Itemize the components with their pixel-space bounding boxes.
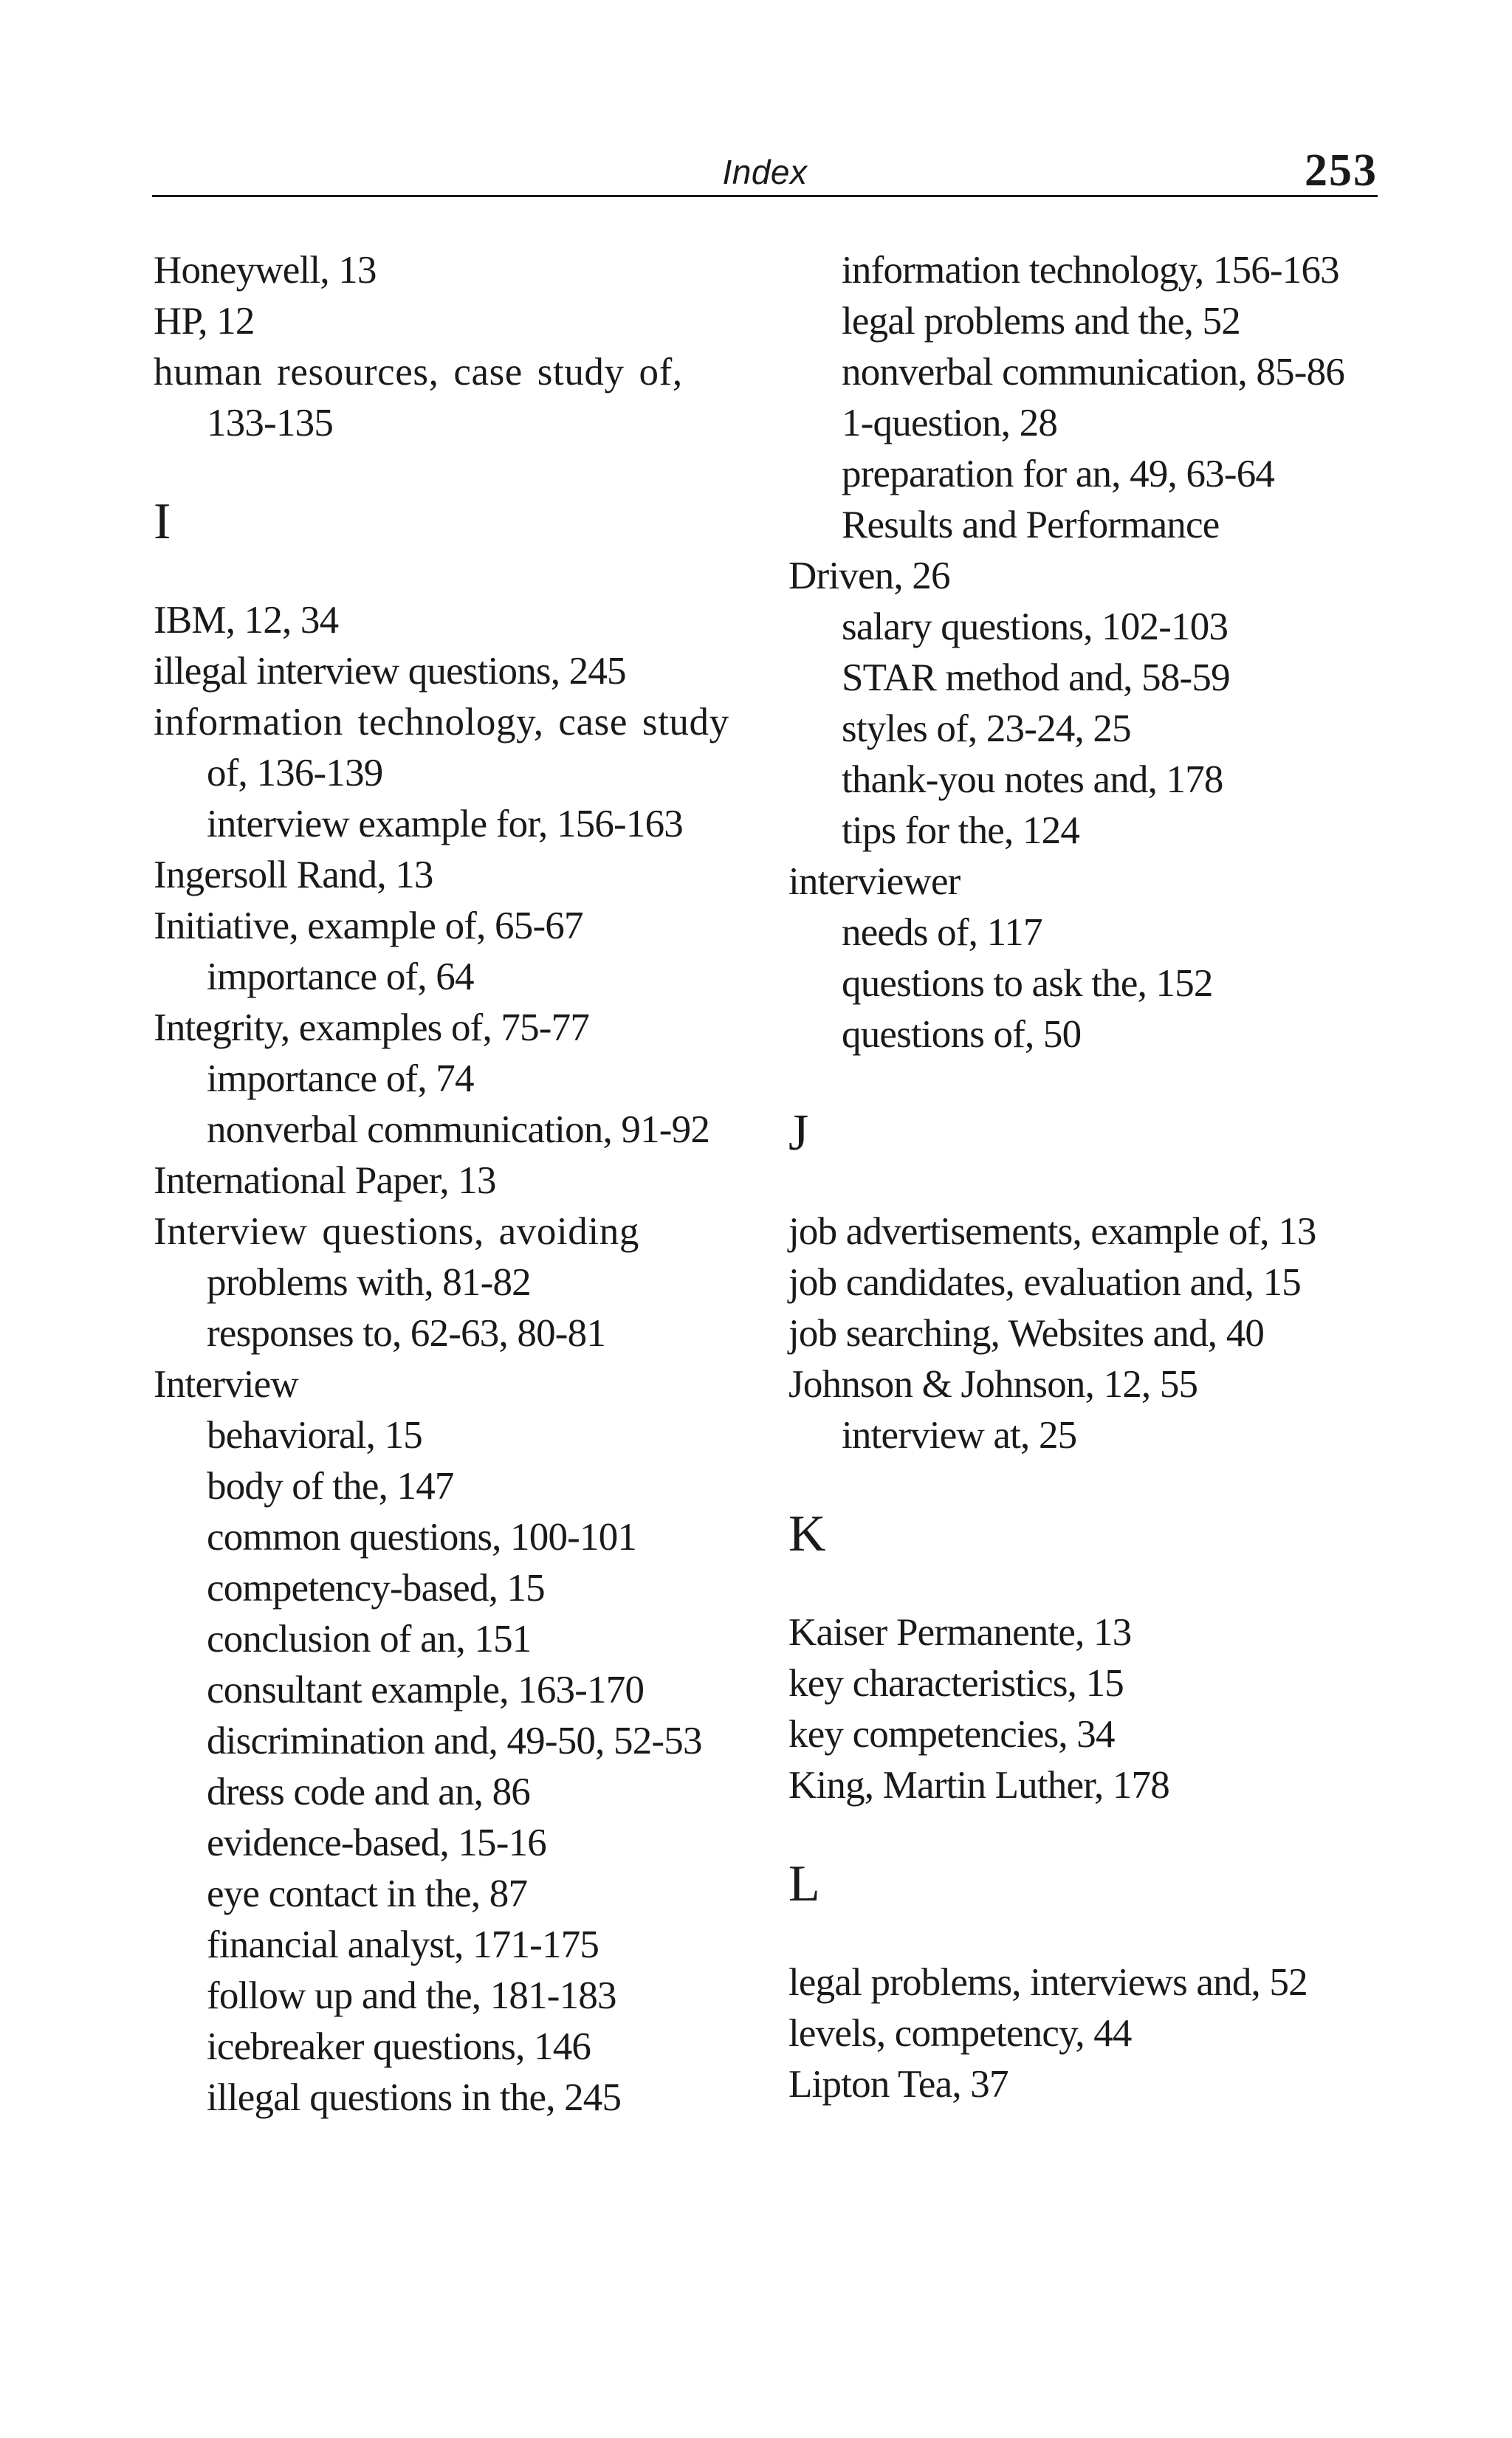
index-subentry: discrimination and, 49-50, 52-53 xyxy=(207,1720,702,1762)
index-subentry: 1-question, 28 xyxy=(842,402,1058,444)
index-entry: Ingersoll Rand, 13 xyxy=(154,854,433,896)
index-subentry: thank-you notes and, 178 xyxy=(842,758,1223,801)
index-subentry: responses to, 62-63, 80-81 xyxy=(207,1312,606,1355)
index-column-left xyxy=(154,245,759,2123)
index-subentry: questions to ask the, 152 xyxy=(842,962,1213,1005)
index-subentry: competency-based, 15 xyxy=(207,1567,545,1610)
index-entry: Honeywell, 13 xyxy=(154,249,377,292)
index-subentry: STAR method and, 58-59 xyxy=(842,656,1230,699)
index-subentry: preparation for an, 49, 63-64 xyxy=(842,453,1275,495)
page-number: 253 xyxy=(1305,145,1378,196)
letter-heading-k: K xyxy=(788,1505,826,1562)
index-subentry: illegal questions in the, 245 xyxy=(207,2076,622,2119)
index-entry: Interview questions, avoiding xyxy=(154,1210,639,1253)
index-entry: Lipton Tea, 37 xyxy=(788,2063,1008,2106)
index-entry: key characteristics, 15 xyxy=(788,1662,1124,1705)
index-subentry: needs of, 117 xyxy=(842,911,1042,954)
index-subentry: nonverbal communication, 91-92 xyxy=(207,1108,710,1151)
index-column-right xyxy=(788,245,1379,2110)
index-entry: Integrity, examples of, 75-77 xyxy=(154,1006,590,1049)
index-subentry: dress code and an, 86 xyxy=(207,1771,530,1813)
index-subentry: 133-135 xyxy=(207,402,334,444)
index-entry: key competencies, 34 xyxy=(788,1713,1115,1756)
index-subentry: salary questions, 102-103 xyxy=(842,605,1228,648)
index-entry: International Paper, 13 xyxy=(154,1159,496,1202)
index-subentry: importance of, 64 xyxy=(207,955,474,998)
running-title: Index xyxy=(722,153,808,191)
index-entry: Interview xyxy=(154,1363,298,1406)
index-subentry-continuation: Driven, 26 xyxy=(788,554,950,597)
index-entry: illegal interview questions, 245 xyxy=(154,650,626,693)
index-entry: IBM, 12, 34 xyxy=(154,599,339,642)
index-entry: Kaiser Permanente, 13 xyxy=(788,1611,1132,1654)
index-subentry: behavioral, 15 xyxy=(207,1414,422,1457)
index-subentry: nonverbal communication, 85-86 xyxy=(842,351,1345,394)
index-entry: Johnson & Johnson, 12, 55 xyxy=(788,1363,1198,1406)
index-subentry: tips for the, 124 xyxy=(842,809,1080,852)
index-subentry: evidence-based, 15-16 xyxy=(207,1821,546,1864)
index-subentry: information technology, 156-163 xyxy=(842,249,1339,292)
index-subentry: financial analyst, 171-175 xyxy=(207,1923,599,1966)
index-subentry: conclusion of an, 151 xyxy=(207,1618,532,1661)
index-subentry: interview at, 25 xyxy=(842,1414,1077,1457)
index-entry: levels, competency, 44 xyxy=(788,2012,1132,2055)
index-entry: job searching, Websites and, 40 xyxy=(788,1312,1265,1355)
index-subentry: eye contact in the, 87 xyxy=(207,1872,528,1915)
index-subentry: interview example for, 156-163 xyxy=(207,803,683,845)
index-entry: Initiative, example of, 65-67 xyxy=(154,904,583,947)
index-subentry: of, 136-139 xyxy=(207,752,383,794)
header-rule xyxy=(152,195,1378,197)
index-entry: interviewer xyxy=(788,860,961,903)
index-subentry: consultant example, 163-170 xyxy=(207,1669,645,1711)
index-subentry: body of the, 147 xyxy=(207,1465,454,1508)
index-subentry: questions of, 50 xyxy=(842,1013,1082,1056)
index-subentry: icebreaker questions, 146 xyxy=(207,2025,591,2068)
index-entry: job candidates, evaluation and, 15 xyxy=(788,1261,1301,1304)
index-subentry: Results and Performance xyxy=(842,504,1220,546)
index-entry: legal problems, interviews and, 52 xyxy=(788,1961,1307,2004)
index-subentry: problems with, 81-82 xyxy=(207,1261,531,1304)
index-subentry: importance of, 74 xyxy=(207,1057,474,1100)
index-subentry: follow up and the, 181-183 xyxy=(207,1974,616,2017)
index-entry: HP, 12 xyxy=(154,300,255,343)
running-head xyxy=(152,145,1378,198)
index-entry: King, Martin Luther, 178 xyxy=(788,1764,1169,1807)
index-entry: information technology, case study xyxy=(154,701,729,744)
letter-heading-j: J xyxy=(788,1105,809,1161)
index-subentry: common questions, 100-101 xyxy=(207,1516,637,1559)
letter-heading-i: I xyxy=(154,493,171,550)
index-entry: human resources, case study of, xyxy=(154,351,683,394)
letter-heading-l: L xyxy=(788,1855,820,1912)
index-subentry: styles of, 23-24, 25 xyxy=(842,707,1131,750)
index-subentry: legal problems and the, 52 xyxy=(842,300,1240,343)
index-entry: job advertisements, example of, 13 xyxy=(788,1210,1316,1253)
